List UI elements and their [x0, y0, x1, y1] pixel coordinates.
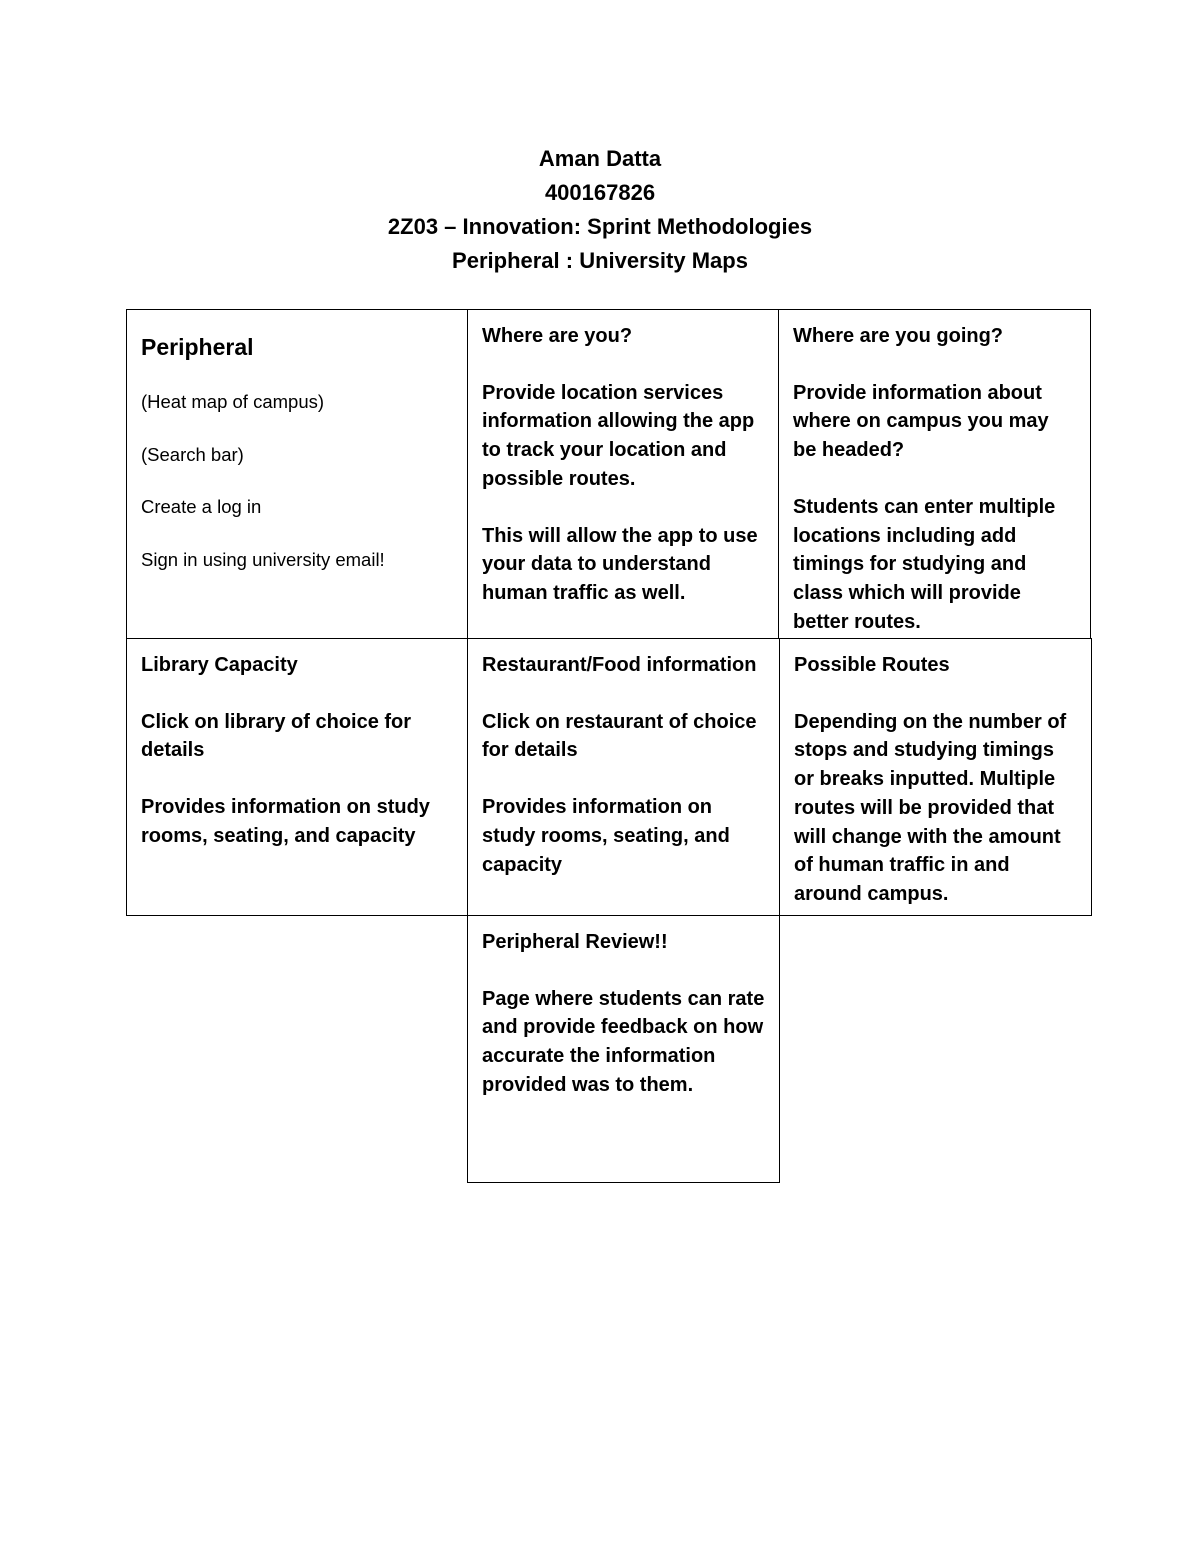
- cell-restaurant: [467, 638, 780, 916]
- cell-text: Provide information about where on campus you may be headed?: [793, 381, 1049, 462]
- cell-text: Students can enter multiple locations including add timings for studying and class which will provide better routes.: [793, 495, 1056, 633]
- list-item: Sign in using university email!: [141, 549, 385, 571]
- cell-text: Provides information on study rooms, seating, and capacity: [141, 796, 430, 847]
- cell-text: Page where students can rate and provide feedback on how accurate the information provided was to them.: [482, 987, 765, 1096]
- cell-routes: [779, 638, 1092, 916]
- cell-review: [467, 915, 780, 1183]
- cell-title: Where are you?: [482, 325, 633, 347]
- cell-title: Where are you going?: [793, 325, 1004, 347]
- cell-text: This will allow the app to use your data to understand human traffic as well.: [482, 524, 758, 604]
- document-header: [0, 142, 1200, 278]
- list-item: (Search bar): [141, 443, 244, 465]
- cell-title: Peripheral: [141, 334, 254, 360]
- cell-text: Click on library of choice for details: [141, 710, 412, 762]
- cell-text: Provide location services information allowing the app to track your location and possible routes.: [482, 381, 755, 490]
- topic-title: Peripheral : University Maps: [452, 248, 748, 273]
- cell-text: Depending on the number of stops and studying timings or breaks inputted. Multiple routes will be provided that will change with the amount of human traffic in and around campus.: [794, 710, 1067, 905]
- cell-title: Possible Routes: [794, 654, 950, 676]
- course-title: 2Z03 – Innovation: Sprint Methodologies: [387, 214, 813, 239]
- cell-title: Peripheral Review!!: [482, 931, 668, 953]
- cell-where-going: [778, 309, 1091, 639]
- cell-title: Library Capacity: [141, 654, 298, 676]
- author-name: Aman Datta: [538, 146, 662, 171]
- cell-text: Provides information on study rooms, seating, and capacity: [482, 796, 730, 876]
- cell-text: Click on restaurant of choice for details: [482, 710, 757, 762]
- list-item: Create a log in: [141, 496, 262, 518]
- cell-library: [126, 638, 469, 916]
- student-id: 400167826: [544, 180, 656, 205]
- cell-peripheral: [126, 309, 469, 639]
- cell-where-are-you: [467, 309, 780, 639]
- list-item: (Heat map of campus): [141, 391, 325, 412]
- cell-title: Restaurant/Food information: [482, 654, 757, 676]
